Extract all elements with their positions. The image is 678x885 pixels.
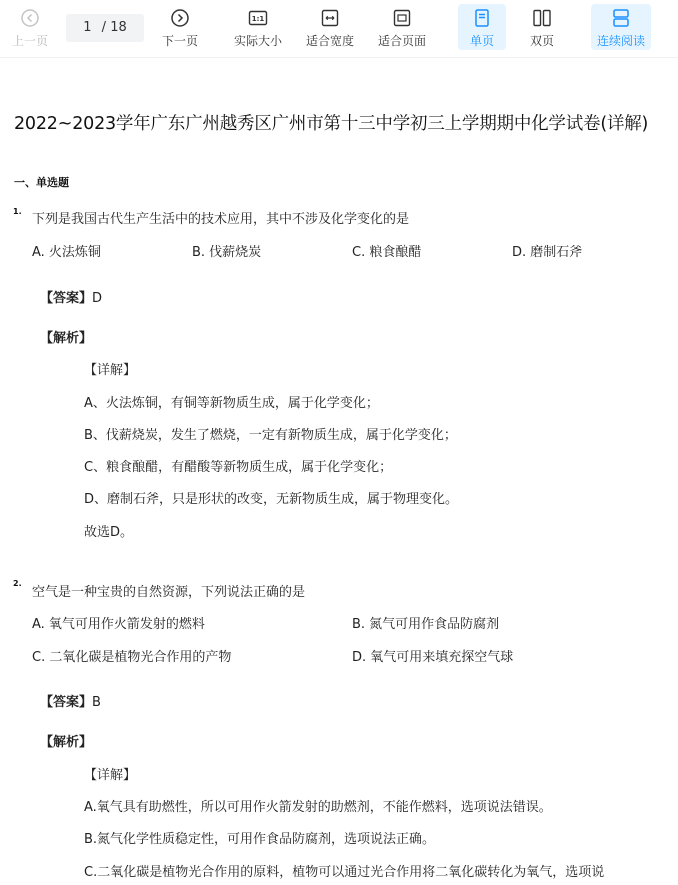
page-current[interactable]: 1 <box>83 20 92 35</box>
fit-width-icon <box>320 8 340 28</box>
option-a: A. 火法炼铜 <box>32 245 101 260</box>
question-number: 2. <box>13 579 22 588</box>
single-page-label: 单页 <box>469 34 494 48</box>
answer-label: 【答案】 <box>40 695 93 710</box>
section-heading: 一、单选题 <box>14 176 69 189</box>
answer-row <box>40 691 101 710</box>
fit-width-label: 适合宽度 <box>305 34 354 48</box>
question-number: 1. <box>13 207 22 216</box>
continuous-reading-button[interactable] <box>591 4 651 50</box>
single-page-icon <box>472 8 492 28</box>
option-b: B. 氮气可用作食品防腐剂 <box>352 617 500 632</box>
explanation-line: C、粮食酿醋，有醋酸等新物质生成，属于化学变化； <box>84 460 393 475</box>
analysis-label: 【解析】 <box>40 735 93 750</box>
explanation-line: A、火法炼铜，有铜等新物质生成，属于化学变化； <box>84 396 379 411</box>
double-page-button[interactable] <box>516 4 568 50</box>
viewer-toolbar <box>0 0 678 58</box>
page-indicator[interactable] <box>66 14 144 42</box>
next-page-button[interactable] <box>152 4 208 50</box>
document-title: 2022~2023学年广东广州越秀区广州市第十三中学初三上学期期中化学试卷(详解) <box>14 114 649 134</box>
fit-page-label: 适合页面 <box>377 34 426 48</box>
page-total: 18 <box>110 20 127 35</box>
fit-page-button[interactable] <box>374 4 430 50</box>
option-d: D. 磨制石斧 <box>512 245 583 260</box>
double-page-icon <box>532 8 552 28</box>
option-a: A. 氧气可用作火箭发射的燃料 <box>32 617 205 632</box>
page-separator: / <box>101 20 107 35</box>
single-page-button[interactable] <box>458 4 506 50</box>
analysis-label: 【解析】 <box>40 331 93 346</box>
explanation-line: 故选D。 <box>84 525 134 540</box>
fit-width-button[interactable] <box>302 4 358 50</box>
question-text: 空气是一种宝贵的自然资源，下列说法正确的是 <box>32 585 306 600</box>
explanation-line: D、磨制石斧，只是形状的改变，无新物质生成，属于物理变化。 <box>84 492 459 507</box>
option-c: C. 二氧化碳是植物光合作用的产物 <box>32 650 232 665</box>
actual-size-label: 实际大小 <box>233 34 282 48</box>
detail-label: 【详解】 <box>84 363 137 378</box>
option-b: B. 伐薪烧炭 <box>192 245 262 260</box>
actual-size-icon <box>248 8 268 28</box>
option-d: D. 氧气可用来填充探空气球 <box>352 650 514 665</box>
explanation-line: A.氧气具有助燃性，所以可用作火箭发射的助燃剂，不能作燃料，选项说法错误。 <box>84 800 552 815</box>
answer-value: D <box>92 291 103 306</box>
fit-page-icon <box>392 8 412 28</box>
prev-page-label: 上一页 <box>11 34 48 48</box>
explanation-line: B、伐薪烧炭，发生了燃烧，一定有新物质生成，属于化学变化； <box>84 428 457 443</box>
detail-label: 【详解】 <box>84 768 137 783</box>
prev-page-button[interactable] <box>2 4 58 50</box>
option-c: C. 粮食酿醋 <box>352 245 422 260</box>
double-page-label: 双页 <box>529 34 554 48</box>
continuous-reading-label: 连续阅读 <box>596 34 645 48</box>
answer-label: 【答案】 <box>40 291 93 306</box>
question-text: 下列是我国古代生产生活中的技术应用，其中不涉及化学变化的是 <box>32 212 410 227</box>
continuous-reading-icon <box>611 8 631 28</box>
explanation-line: B.氮气化学性质稳定性，可用作食品防腐剂，选项说法正确。 <box>84 832 436 847</box>
next-page-label: 下一页 <box>161 34 198 48</box>
explanation-line: C.二氧化碳是植物光合作用的原料，植物可以通过光合作用将二氧化碳转化为氧气，选项说 <box>84 865 605 880</box>
chevron-right-circle-icon <box>170 8 190 28</box>
answer-row <box>40 287 102 306</box>
svg-text:1:1: 1:1 <box>251 15 265 24</box>
answer-value: B <box>92 695 101 710</box>
chevron-left-circle-icon <box>20 8 40 28</box>
actual-size-button[interactable] <box>230 4 286 50</box>
